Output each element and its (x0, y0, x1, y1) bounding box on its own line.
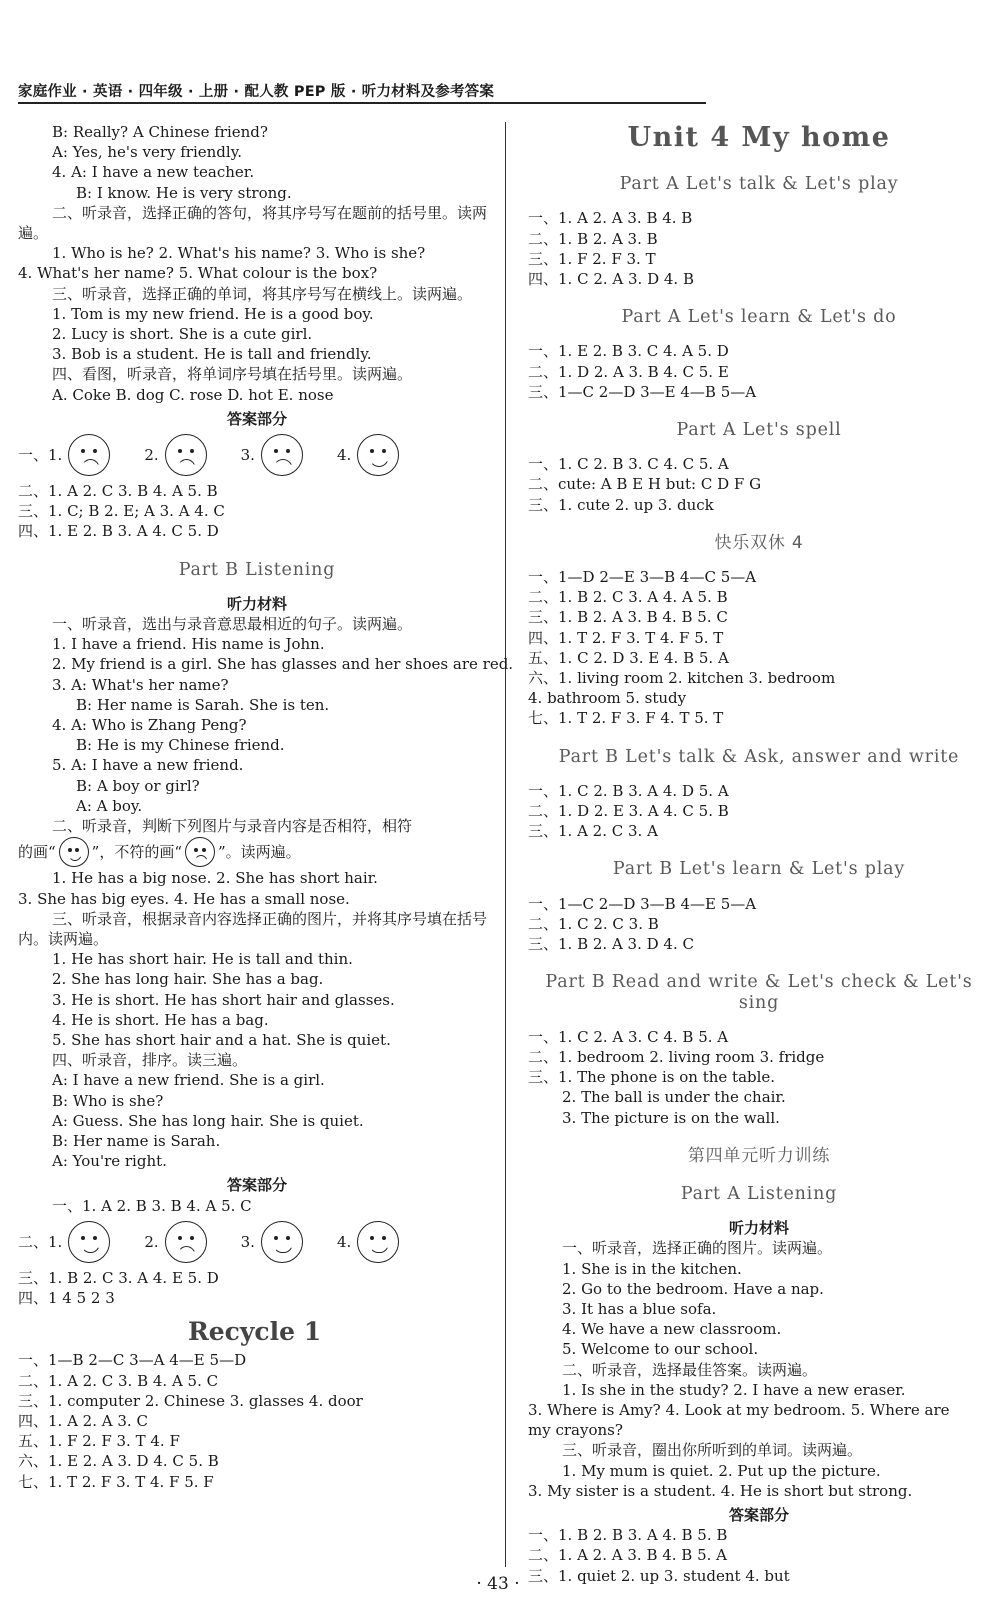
section-title: Part A Let's spell (676, 420, 842, 441)
face-num: 4. (336, 1232, 352, 1251)
answer-line: 五、1. F 2. F 3. T 4. F (18, 1432, 180, 1451)
answer-line: 二、1. B 2. C 3. A 4. A 5. B (528, 588, 728, 607)
answer-line: 三、1. F 2. F 3. T (528, 249, 656, 268)
recycle-title: Recycle 1 (188, 1317, 322, 1347)
answer-line: 三、1. computer 2. Chinese 3. glasses 4. door (18, 1391, 363, 1410)
listening-line: 1. He has short hair. He is tall and thin. (52, 950, 353, 969)
answers-1-faces (18, 433, 496, 477)
happy-face-icon (357, 1221, 399, 1263)
listening-line: my crayons? (528, 1421, 623, 1440)
listening-line: 3. He is short. He has short hair and glasses. (52, 990, 395, 1009)
question-line: 四、看图，听录音，将单词序号填在括号里。读两遍。 (52, 365, 413, 384)
sad-face-icon (68, 434, 110, 476)
listening-line: 4. A: Who is Zhang Peng? (52, 716, 247, 735)
answer-line: 四、1. E 2. B 3. A 4. C 5. D (18, 522, 219, 541)
listening-line: 5. She has short hair and a hat. She is quiet. (52, 1030, 391, 1049)
answer-line: 二、1. A 2. A 3. B 4. B 5. A (528, 1546, 728, 1565)
answer-line: 三、1. B 2. A 3. B 4. B 5. C (528, 608, 728, 627)
face-num: 2. (144, 1232, 159, 1251)
face-num: 3. (240, 1232, 255, 1251)
listening-line: 2. Go to the bedroom. Have a nap. (562, 1279, 824, 1298)
answer-line: 三、1. A 2. C 3. A (528, 822, 658, 841)
answer-line: 七、1. T 2. F 3. T 4. F 5. F (18, 1472, 214, 1491)
answer-line: 一、1—D 2—E 3—B 4—C 5—A (528, 568, 757, 587)
listening-lines (528, 1238, 990, 1501)
listening-line: 1. Is she in the study? 2. I have a new eraser. (562, 1380, 906, 1399)
answer-line: 三、1. quiet 2. up 3. student 4. but (528, 1566, 790, 1585)
listening-line: 四、听录音，排序。读三遍。 (52, 1051, 248, 1070)
section-title: Part A Let's talk & Let's play (619, 174, 899, 195)
listening-line: B: Her name is Sarah. She is ten. (76, 695, 330, 714)
question-line: 4. A: I have a new teacher. (52, 163, 255, 182)
section-title: Part B Read and write & Let's check & Let's sing (545, 972, 973, 1013)
answers-title-2: 答案部分 (226, 1176, 287, 1195)
listening-line: 4. We have a new classroom. (562, 1320, 782, 1339)
answer-line: 三、1. B 2. C 3. A 4. E 5. D (18, 1268, 219, 1287)
listening-line: 三、听录音，圈出你所听到的单词。读两遍。 (562, 1441, 863, 1460)
answer-line: 二、1. D 2. E 3. A 4. C 5. B (528, 802, 729, 821)
question-line: 二、听录音，选择正确的答句，将其序号写在题前的括号里。读两遍。 (18, 203, 488, 243)
answer-line: 四、1. C 2. A 3. D 4. B (528, 270, 694, 289)
face-instruction-b: ”，不符的画“ (91, 843, 183, 862)
listening-line: A: A boy. (76, 796, 143, 815)
question-line: A: Yes, he's very friendly. (52, 143, 242, 162)
answers-1-lines (18, 481, 496, 542)
answer-line: 二、1. B 2. A 3. B (528, 229, 658, 248)
part-b-lines-2 (18, 868, 496, 1171)
page-number: · 43 · (476, 1574, 520, 1594)
recycle-lines (18, 1350, 496, 1491)
listening-line: 2. My friend is a girl. She has glasses and her shoes are red. (52, 655, 514, 674)
answer-line: 六、1. living room 2. kitchen 3. bedroom (528, 669, 836, 688)
answers-2-faces (18, 1220, 496, 1264)
part-b-title: Part B Listening (178, 559, 336, 580)
left-column (18, 122, 514, 1492)
listening-line: 二、听录音，选择最佳答案。读两遍。 (562, 1360, 818, 1379)
answer-line: 二、1. D 2. A 3. B 4. C 5. E (528, 362, 729, 381)
answer-line: 四、1. A 2. A 3. C (18, 1411, 148, 1430)
answer-line: 一、1. C 2. A 3. C 4. B 5. A (528, 1027, 729, 1046)
listening-line: B: Her name is Sarah. (52, 1131, 221, 1150)
right-column (528, 122, 990, 1586)
listening-line: 一、听录音，选择正确的图片。读两遍。 (562, 1239, 833, 1258)
answer-line: 四、1 4 5 2 3 (18, 1288, 115, 1307)
section-title: Part A Let's learn & Let's do (621, 307, 897, 328)
answers-2-faces-label: 二、1. (18, 1232, 63, 1251)
answer-line: 二、1. A 2. C 3. B 4. A 5. C (18, 1371, 219, 1390)
question-line: B: I know. He is very strong. (76, 183, 292, 202)
answer-line: 二、1. bedroom 2. living room 3. fridge (528, 1047, 825, 1066)
answer-line: 三、1. C; B 2. E; A 3. A 4. C (18, 502, 225, 521)
listening-line: A: I have a new friend. She is a girl. (52, 1071, 325, 1090)
answer-line: 五、1. C 2. D 3. E 4. B 5. A (528, 648, 729, 667)
answer-line: 一、1—C 2—D 3—B 4—E 5—A (528, 894, 757, 913)
part-b-lines (18, 614, 514, 836)
face-num: 2. (144, 445, 159, 464)
listening-line: 1. I have a friend. His name is John. (52, 635, 325, 654)
right-sections (528, 174, 990, 1204)
listening-line: 3. My sister is a student. 4. He is short but strong. (528, 1481, 913, 1500)
sad-face-icon (185, 837, 215, 867)
face-num: 4. (336, 445, 352, 464)
happy-face-icon (261, 1221, 303, 1263)
answers-title-1: 答案部分 (226, 409, 287, 428)
left-top-lines (18, 122, 496, 405)
question-line: 2. Lucy is short. She is a cute girl. (52, 325, 313, 344)
column-divider (505, 122, 506, 1567)
face-instruction-line (18, 836, 496, 868)
question-line: B: Really? A Chinese friend? (52, 123, 268, 141)
answer-line: 七、1. T 2. F 3. F 4. T 5. T (528, 709, 724, 728)
listening-line: 2. She has long hair. She has a bag. (52, 970, 324, 989)
listening-line: 1. He has a big nose. 2. She has short hair. (52, 869, 378, 888)
listening-line: 三、听录音，根据录音内容选择正确的图片，并将其序号填在括号内。读两遍。 (18, 909, 488, 948)
listening-line: 二、听录音，判断下列图片与录音内容是否相符，相符 (52, 817, 413, 836)
answers-1-faces-label: 一、1. (18, 445, 63, 464)
listening-line: 4. He is short. He has a bag. (52, 1010, 269, 1029)
happy-face-icon (59, 837, 89, 867)
answer-line: 三、1—C 2—D 3—E 4—B 5—A (528, 382, 757, 401)
listening-line: 3. Where is Amy? 4. Look at my bedroom. 5. Where are (528, 1400, 950, 1419)
answer-line: 2. The ball is under the chair. (562, 1088, 786, 1107)
listening-line: A: Guess. She has long hair. She is quiet. (52, 1111, 364, 1130)
header-rule (18, 102, 706, 104)
answers-2-lines (18, 1268, 496, 1308)
section-title: 快乐双休 4 (714, 532, 804, 553)
answer-line: 一、1. A 2. A 3. B 4. B (528, 209, 693, 228)
listening-line: 5. Welcome to our school. (562, 1340, 759, 1359)
page-header: 家庭作业 · 英语 · 四年级 · 上册 · 配人教 PEP 版 · 听力材料及参考答案 (18, 84, 495, 100)
listening-line: 5. A: I have a new friend. (52, 756, 244, 775)
question-line: 3. Bob is a student. He is tall and friendly. (52, 345, 372, 364)
answer-line: 二、cute: A B E H but: C D F G (528, 475, 762, 494)
answer-line: 三、1. cute 2. up 3. duck (528, 495, 714, 514)
listening-line: 1. My mum is quiet. 2. Put up the picture. (562, 1461, 881, 1480)
answer-line: 一、1. C 2. B 3. A 4. D 5. A (528, 781, 729, 800)
question-line: 三、听录音，选择正确的单词，将其序号写在横线上。读两遍。 (52, 284, 473, 303)
section-title: 第四单元听力训练 (687, 1145, 831, 1166)
answers-title-right: 答案部分 (728, 1505, 789, 1524)
happy-face-icon (68, 1221, 110, 1263)
answer-line: 4. bathroom 5. study (528, 689, 687, 708)
sad-face-icon (261, 434, 303, 476)
answer-line: 一、1. E 2. B 3. C 4. A 5. D (528, 342, 729, 361)
answer-line: 二、1. C 2. C 3. B (528, 914, 659, 933)
answer-line: 一、1—B 2—C 3—A 4—E 5—D (18, 1351, 247, 1370)
answer-line: 3. The picture is on the wall. (562, 1108, 780, 1127)
answer-line: 二、1. A 2. C 3. B 4. A 5. B (18, 482, 218, 501)
answer-line: 一、1. C 2. B 3. C 4. C 5. A (528, 455, 729, 474)
section-title: Part B Let's learn & Let's play (612, 859, 906, 880)
face-instruction-c: ”。读两遍。 (218, 843, 301, 862)
listening-line: 3. It has a blue sofa. (562, 1299, 717, 1318)
answer-line: 四、1. T 2. F 3. T 4. F 5. T (528, 628, 724, 647)
listening-line: 3. A: What's her name? (52, 675, 229, 694)
question-line: 4. What's her name? 5. What colour is the box? (18, 264, 378, 283)
listening-line: 一、听录音，选出与录音意思最相近的句子。读两遍。 (52, 615, 413, 634)
listening-line: 3. She has big eyes. 4. He has a small nose. (18, 889, 350, 908)
unit-title: Unit 4 My home (627, 122, 891, 153)
answer-line: 三、1. B 2. A 3. D 4. C (528, 935, 694, 954)
listening-line: B: Who is she? (52, 1091, 164, 1110)
answer-line: 六、1. E 2. A 3. D 4. C 5. B (18, 1452, 219, 1471)
listening-line: A: You're right. (52, 1152, 167, 1171)
answer-line: 三、1. The phone is on the table. (528, 1068, 776, 1087)
section-title: Part A Listening (680, 1183, 838, 1204)
listening-line: B: A boy or girl? (76, 776, 200, 795)
question-line: 1. Who is he? 2. What's his name? 3. Who is she? (52, 244, 426, 263)
part-b-subtitle: 听力材料 (226, 594, 287, 613)
listening-subtitle: 听力材料 (728, 1219, 789, 1238)
section-title: Part B Let's talk & Ask, answer and write (558, 746, 960, 767)
question-line: 1. Tom is my new friend. He is a good boy. (52, 304, 374, 323)
sad-face-icon (165, 434, 207, 476)
face-num: 3. (240, 445, 255, 464)
face-instruction-a: 的画“ (18, 843, 56, 862)
answer-line: 一、1. B 2. B 3. A 4. B 5. B (528, 1526, 728, 1545)
answers-2-line-1: 一、1. A 2. B 3. B 4. A 5. C (52, 1196, 252, 1215)
listening-line: B: He is my Chinese friend. (76, 736, 285, 755)
happy-face-icon (357, 434, 399, 476)
listening-line: 1. She is in the kitchen. (562, 1259, 742, 1278)
sad-face-icon (165, 1221, 207, 1263)
question-line: A. Coke B. dog C. rose D. hot E. nose (52, 385, 334, 404)
